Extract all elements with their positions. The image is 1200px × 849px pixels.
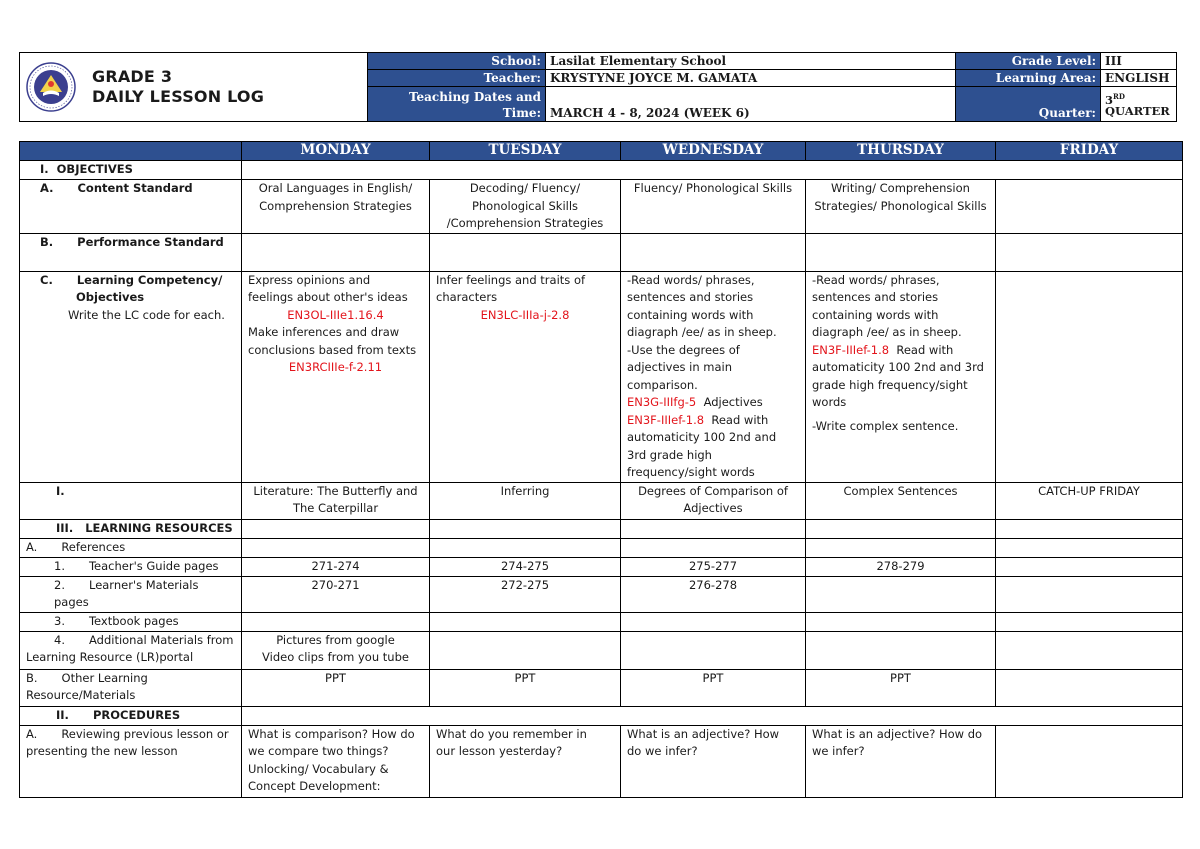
procedures-span (242, 706, 1183, 725)
lesson-log-table (19, 141, 1183, 798)
lm-pages-row (20, 576, 1183, 612)
competency-thu: -Read words/ phrases, sentences and stories containing words with diagraph /ee/ as in sheep. EN3F-IIIef-1.8 Read with automaticity 100 2nd and 3rd grade high frequency/sight words -Write complex sentence. (806, 271, 996, 482)
content-standard-thu: Writing/ Comprehension Strategies/ Phonological Skills (806, 180, 996, 234)
teacher-label: Teacher: (368, 70, 546, 87)
procedures-heading: II. PROCEDURES (20, 706, 242, 725)
objectives-heading: I. OBJECTIVES (20, 161, 242, 180)
content-standard-fri (996, 180, 1183, 234)
log-title: DAILY LESSON LOG (92, 87, 265, 106)
day-friday: FRIDAY (996, 142, 1183, 161)
other-materials-mon: PPT (242, 669, 430, 706)
content-standard-mon: Oral Languages in English/ Comprehension Strategies (242, 180, 430, 234)
content-standard-row (20, 180, 1183, 234)
lm-pages-tue: 272-275 (430, 576, 621, 612)
tg-pages-fri (996, 557, 1183, 576)
review-fri (996, 725, 1183, 797)
procedures-row (20, 706, 1183, 725)
other-materials-tue: PPT (430, 669, 621, 706)
corner-cell (20, 142, 242, 161)
learning-area-label: Learning Area: (956, 70, 1101, 87)
textbook-row (20, 612, 1183, 631)
lc-code: EN3G-IIIfg-5 (627, 395, 697, 409)
grade-level-value: III (1101, 53, 1177, 70)
lc-code: EN3F-IIIef-1.8 (627, 412, 705, 427)
content-wed: Degrees of Comparison of Adjectives (621, 482, 806, 519)
performance-standard-wed (621, 233, 806, 271)
quarter-value (1101, 87, 1177, 122)
other-materials-wed: PPT (621, 669, 806, 706)
teacher-value: KRYSTYNE JOYCE M. GAMATA (546, 70, 956, 87)
tg-pages-mon: 271-274 (242, 557, 430, 576)
content-mon: Literature: The Butterfly and The Caterpillar (242, 482, 430, 519)
grade-title: GRADE 3 (92, 67, 173, 86)
review-label: A. Reviewing previous lesson or presenting the new lesson (20, 725, 242, 797)
references-label: A. References (20, 538, 242, 557)
grade-level-label: Grade Level: (956, 53, 1101, 70)
competency-fri (996, 271, 1183, 482)
content-fri: CATCH-UP FRIDAY (996, 482, 1183, 519)
content-tue: Inferring (430, 482, 621, 519)
day-tuesday: TUESDAY (430, 142, 621, 161)
tg-pages-thu: 278-279 (806, 557, 996, 576)
competency-label: C. Learning Competency/ Objectives Write the LC code for each. (20, 271, 242, 482)
dates-label-line1: Teaching Dates and (408, 90, 541, 104)
school-value: Lasilat Elementary School (546, 53, 956, 70)
review-tue: What do you remember in our lesson yesterday? (430, 725, 621, 797)
other-materials-label: B. Other Learning Resource/Materials (20, 669, 242, 706)
content-row (20, 482, 1183, 519)
competency-wed: -Read words/ phrases, sentences and stories containing words with diagraph /ee/ as in sheep. -Use the degrees of adjectives in main comparison. EN3G-IIIfg-5 Adjectives EN3F-IIIef-1.8 Read with automaticity 100 2nd and 3rd grade high frequency/sight words (621, 271, 806, 482)
header-table (19, 52, 1177, 122)
tg-pages-tue: 274-275 (430, 557, 621, 576)
objectives-span (242, 161, 1183, 180)
additional-materials-label: 4. Additional Materials from Learning Resource (LR)portal (20, 631, 242, 669)
content-standard-wed: Fluency/ Phonological Skills (621, 180, 806, 234)
additional-materials-mon: Pictures from google Video clips from you tube (242, 631, 430, 669)
resources-heading: III. LEARNING RESOURCES (20, 519, 242, 538)
day-wednesday: WEDNESDAY (621, 142, 806, 161)
lm-pages-label: 2. Learner's Materials pages (20, 576, 242, 612)
performance-standard-label: B. Performance Standard (20, 233, 242, 271)
lm-pages-fri (996, 576, 1183, 612)
quarter-word: QUARTER (1105, 104, 1170, 119)
day-thursday: THURSDAY (806, 142, 996, 161)
day-monday: MONDAY (242, 142, 430, 161)
dates-label (368, 87, 546, 122)
review-wed: What is an adjective? How do we infer? (621, 725, 806, 797)
lc-code: EN3RCIIIe-f-2.11 (288, 360, 383, 374)
performance-standard-thu (806, 233, 996, 271)
lc-code: EN3F-IIIef-1.8 (812, 342, 890, 357)
other-materials-fri (996, 669, 1183, 706)
review-row (20, 725, 1183, 797)
competency-mon: Express opinions and feelings about other's ideas EN3OL-IIIe1.16.4 Make inferences and draw conclusions based from texts EN3RCIIIe-f-2.11 (242, 271, 430, 482)
performance-standard-fri (996, 233, 1183, 271)
competency-row (20, 271, 1183, 482)
other-materials-row (20, 669, 1183, 706)
lc-code: EN3LC-IIIa-j-2.8 (480, 307, 570, 322)
competency-tue: Infer feelings and traits of characters EN3LC-IIIa-j-2.8 (430, 271, 621, 482)
lm-pages-wed: 276-278 (621, 576, 806, 612)
additional-materials-row (20, 631, 1183, 669)
dates-label-line2: Time: (502, 106, 541, 120)
day-header-row (20, 142, 1183, 161)
content-thu: Complex Sentences (806, 482, 996, 519)
content-standard-label: A. Content Standard (20, 180, 242, 234)
content-label: I. (20, 482, 242, 519)
performance-standard-row (20, 233, 1183, 271)
review-thu: What is an adjective? How do we infer? (806, 725, 996, 797)
deped-seal-icon (26, 62, 76, 112)
lc-code: EN3OL-IIIe1.16.4 (287, 307, 384, 322)
tg-pages-label: 1. Teacher's Guide pages (20, 557, 242, 576)
other-materials-thu: PPT (806, 669, 996, 706)
quarter-label: Quarter: (956, 87, 1101, 122)
learning-area-value: ENGLISH (1101, 70, 1177, 87)
lm-pages-thu (806, 576, 996, 612)
content-standard-tue: Decoding/ Fluency/ Phonological Skills /Comprehension Strategies (430, 180, 621, 234)
school-label: School: (368, 53, 546, 70)
performance-standard-tue (430, 233, 621, 271)
title-block (20, 53, 368, 122)
performance-standard-mon (242, 233, 430, 271)
textbook-label: 3. Textbook pages (20, 612, 242, 631)
tg-pages-wed: 275-277 (621, 557, 806, 576)
review-mon: What is comparison? How do we compare two things? Unlocking/ Vocabulary & Concept Development: (242, 725, 430, 797)
quarter-sup: RD (1113, 91, 1125, 101)
dates-value: MARCH 4 - 8, 2024 (WEEK 6) (546, 87, 956, 122)
resources-row (20, 519, 1183, 538)
quarter-num: 3 (1105, 92, 1114, 107)
references-row (20, 538, 1183, 557)
tg-pages-row (20, 557, 1183, 576)
lm-pages-mon: 270-271 (242, 576, 430, 612)
objectives-row (20, 161, 1183, 180)
